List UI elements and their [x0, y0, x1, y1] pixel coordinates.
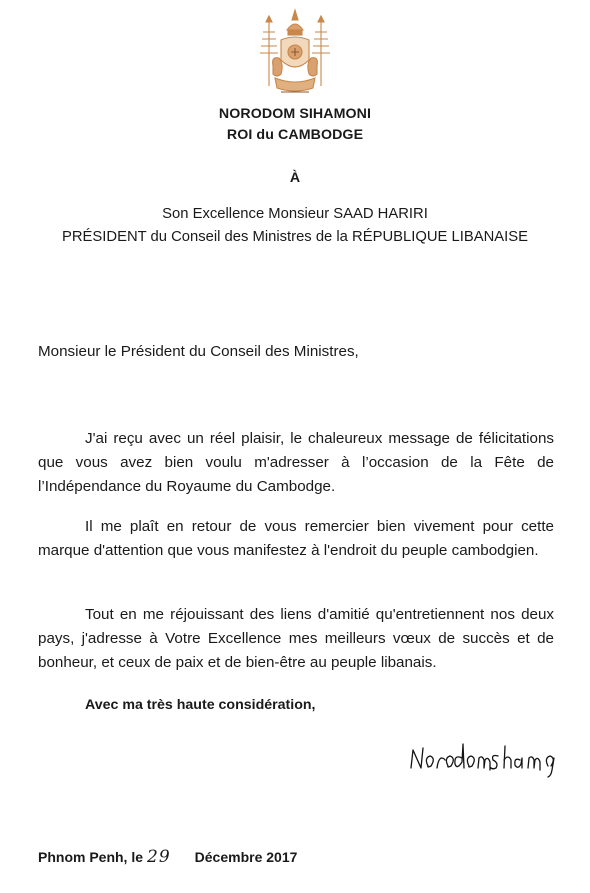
recipient-country: RÉPUBLIQUE LIBANAISE — [352, 229, 529, 245]
recipient-title: PRÉSIDENT — [61, 229, 147, 245]
date-month-year: Décembre 2017 — [194, 849, 298, 865]
sender-name: NORODOM SIHAMONI — [218, 106, 372, 122]
recipient-prefix: Son Excellence Monsieur — [162, 206, 334, 222]
recipient-line-2 — [0, 229, 590, 245]
body-paragraph-2: Il me plaît en retour de vous remercier bien vivement pour cette marque d'attention que vous manifestez à l'endroit du peuple cambodgien. — [38, 518, 554, 559]
place: Phnom Penh, le — [38, 849, 144, 865]
body-paragraph-3: Tout en me réjouissant des liens d'amitié qu'entretiennent nos deux pays, j'adresse à Votre Excellence mes meilleurs vœux de succès et de bonheur, et ceux de paix et de bien-être au peuple libanais. — [38, 606, 554, 671]
recipient-middle: du Conseil des Ministres de la — [146, 229, 353, 245]
sender-title: ROI du CAMBODGE — [226, 127, 364, 143]
royal-emblem — [251, 8, 339, 100]
recipient-line-1 — [0, 206, 590, 222]
signature — [408, 736, 558, 780]
body-paragraph-1: J'ai reçu avec un réel plaisir, le chaleureux message de félicitations que vous avez bien voulu m'adresser à l’occasion de la Fête de l’Indépendance du Royaume du Cambodge. — [38, 430, 554, 495]
date-day: 29 — [147, 847, 171, 867]
closing-line: Avec ma très haute considération, — [85, 697, 316, 713]
to-marker: À — [289, 170, 301, 186]
place-date — [38, 847, 297, 867]
salutation: Monsieur le Président du Conseil des Ministres, — [38, 343, 359, 360]
recipient-name: SAAD HARIRI — [333, 206, 428, 222]
